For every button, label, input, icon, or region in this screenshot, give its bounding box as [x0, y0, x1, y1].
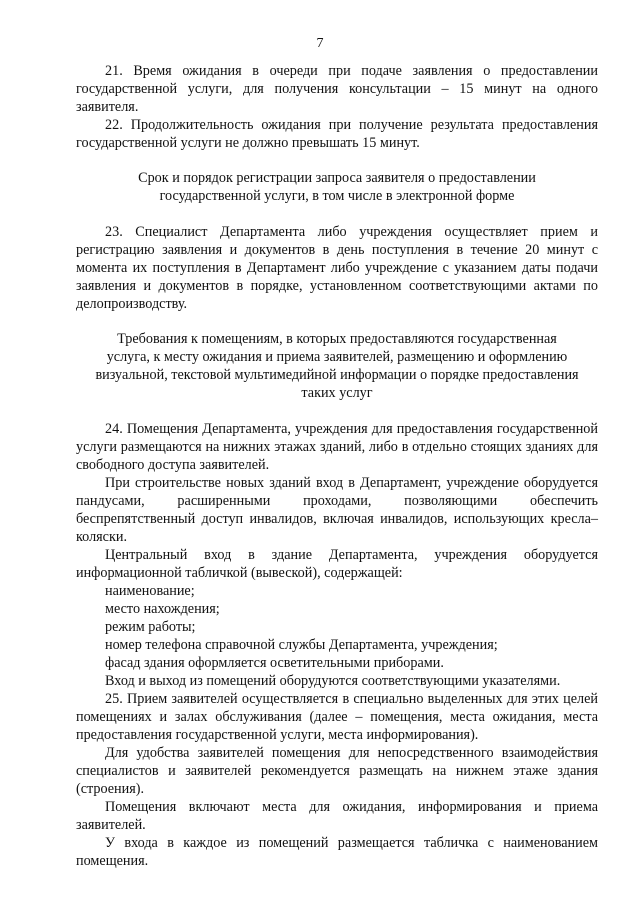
list-item: режим работы;: [105, 619, 196, 635]
paragraph-22: 22. Продолжительность ожидания при получение результата предоставления государственной услуги не должно превышать 15 минут.: [76, 117, 598, 151]
heading-line: государственной услуги, в том числе в электронной форме: [159, 188, 515, 204]
list-item: наименование;: [105, 583, 195, 599]
list-item: место нахождения;: [105, 601, 220, 617]
paragraph-25-sign: У входа в каждое из помещений размещается табличка с наименованием помещения.: [76, 835, 598, 869]
paragraph-24-construction: При строительстве новых зданий вход в Департамент, учреждение оборудуется пандусами, расширенными проходами, позволяющими обеспечить беспрепятственный доступ инвалидов, включая инвалидов, использующих кресла–коляски.: [76, 475, 598, 545]
page-content: [76, 62, 598, 870]
paragraph-21: 21. Время ожидания в очереди при подаче заявления о предоставлении государственной услуги, для получения консультации – 15 минут на одного заявителя.: [76, 63, 598, 115]
paragraph-24: 24. Помещения Департамента, учреждения для предоставления государственной услуги размещаются на нижних этажах зданий, либо в отдельно стоящих зданиях для свободного доступа заявителей.: [76, 421, 598, 473]
paragraph-25: 25. Прием заявителей осуществляется в специально выделенных для этих целей помещениях и залах обслуживания (далее – помещения, места ожидания, места предоставления государственной услуги, места информирования).: [76, 691, 598, 743]
heading-line: таких услуг: [301, 385, 373, 401]
heading-line: визуальной, текстовой мультимедийной информации о порядке предоставления: [95, 367, 579, 383]
section-heading-premises: [76, 330, 598, 402]
heading-line: услуга, к месту ожидания и приема заявителей, размещению и оформлению: [106, 349, 568, 365]
paragraph-25-includes: Помещения включают места для ожидания, информирования и приема заявителей.: [76, 799, 598, 833]
heading-line: Требования к помещениям, в которых предоставляются государственная: [117, 331, 557, 347]
paragraph-25-convenience: Для удобства заявителей помещения для непосредственного взаимодействия специалистов и заявителей рекомендуется размещать на нижнем этаже здания (строения).: [76, 745, 598, 797]
paragraph-23: 23. Специалист Департамента либо учреждения осуществляет прием и регистрацию заявления и документов в день поступления в течение 20 минут с момента их поступления в Департамент либо учреждение с указанием даты подачи заявления и документов в порядке, установленном соответствующими актами по делопроизводству.: [76, 224, 598, 312]
list-item: фасад здания оформляется осветительными приборами.: [105, 655, 444, 671]
paragraph-24-entrance: Центральный вход в здание Департамента, учреждения оборудуется информационной табличкой (вывеской), содержащей:: [76, 547, 598, 581]
section-heading-registration: [76, 169, 598, 205]
paragraph-24-exit: Вход и выход из помещений оборудуются соответствующими указателями.: [105, 673, 561, 689]
heading-line: Срок и порядок регистрации запроса заявителя о предоставлении: [138, 170, 536, 186]
list-item: номер телефона справочной службы Департамента, учреждения;: [105, 637, 498, 653]
page-number: 7: [316, 36, 324, 51]
